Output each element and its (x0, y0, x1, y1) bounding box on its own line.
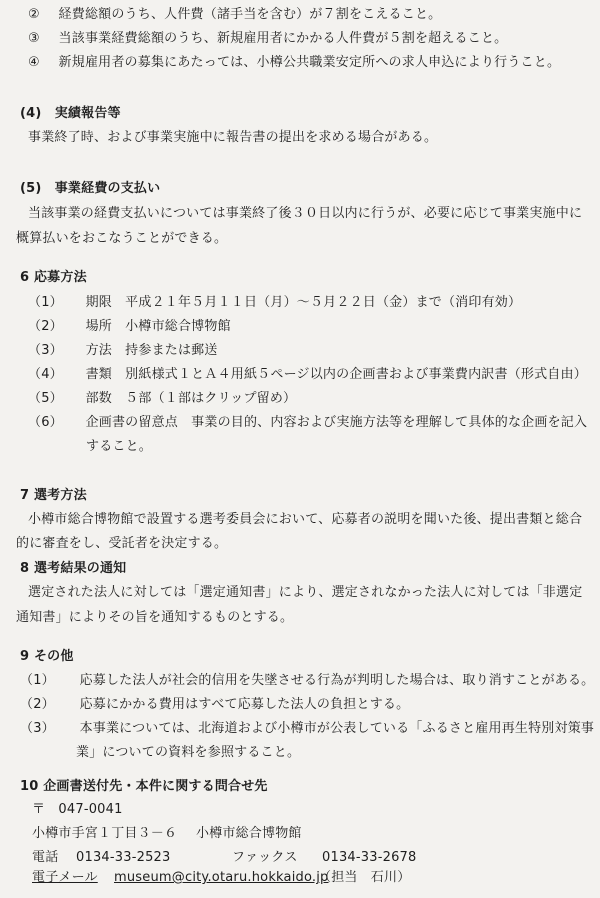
section-6-heading: 6 応募方法 (20, 270, 87, 285)
item-text: 部数 ５部（１部はクリップ留め） (85, 391, 297, 406)
list-num: ② (28, 7, 40, 22)
item-num: （6） (28, 415, 63, 430)
email-label: 電子メール (32, 870, 98, 885)
section-9-item-2 (20, 696, 409, 714)
section-10-heading: 10 企画書送付先・本件に関する問合せ先 (20, 779, 268, 794)
section-5-line-2: 概算払いをおこなうことができる。 (16, 231, 228, 246)
fax-number: 0134-33-2678 (322, 850, 417, 865)
section-6-item-6 (28, 414, 587, 432)
list-text: 当該事業経費総額のうち、新規雇用者にかかる人件費が５割を超えること。 (58, 31, 508, 46)
item-text: 書類 別紙様式１とＡ４用紙５ページ以内の企画書および事業費内訳書（形式自由） (85, 367, 587, 382)
list-num: ④ (28, 55, 40, 70)
item-text: 応募した法人が社会的信用を失墜させる行為が判明した場合は、取り消すことがある。 (79, 673, 595, 688)
section-8-heading: 8 選考結果の通知 (20, 561, 127, 576)
top-list-item-2 (28, 6, 441, 24)
section-5-line-1: 当該事業の経費支払いについては事業終了後３０日以内に行うが、必要に応じて事業実施中に (28, 206, 583, 221)
section-8-line-1: 選定された法人に対しては「選定通知書」により、選定されなかった法人に対しては「非選定 (28, 585, 583, 600)
list-num: ③ (28, 31, 40, 46)
section-6-item-3 (28, 342, 218, 360)
section-4-body: 事業終了時、および事業実施中に報告書の提出を求める場合がある。 (28, 130, 438, 145)
section-9-item-3 (20, 720, 594, 738)
section-7-line-1: 小樽市総合博物館で設置する選考委員会において、応募者の説明を聞いた後、提出書類と総合 (28, 512, 583, 527)
item-num: （5） (28, 391, 63, 406)
fax-label: ファックス (232, 850, 298, 865)
tel-label: 電話 (32, 850, 59, 865)
item-num: （3） (20, 721, 55, 736)
item-text: 場所 小樽市総合博物館 (85, 319, 231, 334)
item-num: （2） (20, 697, 55, 712)
item-num: （1） (20, 673, 55, 688)
top-list-item-4 (28, 54, 560, 72)
section-9-heading: 9 その他 (20, 649, 74, 664)
item-num: （3） (28, 343, 63, 358)
section-5-heading: (5) 事業経費の支払い (20, 181, 161, 196)
organization: 小樽市総合博物館 (196, 826, 302, 841)
section-4-heading: (4) 実績報告等 (20, 106, 121, 121)
item-num: （1） (28, 295, 63, 310)
section-6-item-6-cont: すること。 (86, 439, 153, 454)
item-num: （4） (28, 367, 63, 382)
section-9-item-3-cont: 業」についての資料を参照すること。 (76, 745, 301, 760)
item-text: 本事業については、北海道および小樽市が公表している「ふるさと雇用再生特別対策事 (79, 721, 595, 736)
postal-code: 〒 047-0041 (32, 802, 123, 817)
section-6-item-2 (28, 318, 231, 336)
list-text: 新規雇用者の募集にあたっては、小樽公共職業安定所への求人申込により行うこと。 (58, 55, 561, 70)
item-text: 期限 平成２１年５月１１日（月）～５月２２日（金）まで（消印有効） (85, 295, 522, 310)
address: 小樽市手宮１丁目３－６ (32, 826, 178, 841)
section-7-line-2: 的に審査をし、受託者を決定する。 (16, 536, 228, 551)
section-6-item-1 (28, 294, 521, 312)
item-num: （2） (28, 319, 63, 334)
section-6-item-4 (28, 366, 587, 384)
top-list-item-3 (28, 30, 507, 48)
list-text: 経費総額のうち、人件費（諸手当を含む）が７割をこえること。 (58, 7, 442, 22)
item-text: 方法 持参または郵送 (85, 343, 218, 358)
item-text: 応募にかかる費用はすべて応募した法人の負担とする。 (79, 697, 410, 712)
section-7-heading: 7 選考方法 (20, 488, 87, 503)
section-6-item-5 (28, 390, 296, 408)
section-9-item-1 (20, 672, 594, 690)
contact-person: （担当 石川） (318, 870, 411, 885)
tel-number: 0134-33-2523 (76, 850, 171, 865)
item-text: 企画書の留意点 事業の目的、内容および実施方法等を理解して具体的な企画を記入 (85, 415, 588, 430)
email-address[interactable]: museum@city.otaru.hokkaido.jp (114, 870, 329, 885)
section-8-line-2: 通知書」によりその旨を通知するものとする。 (16, 610, 294, 625)
